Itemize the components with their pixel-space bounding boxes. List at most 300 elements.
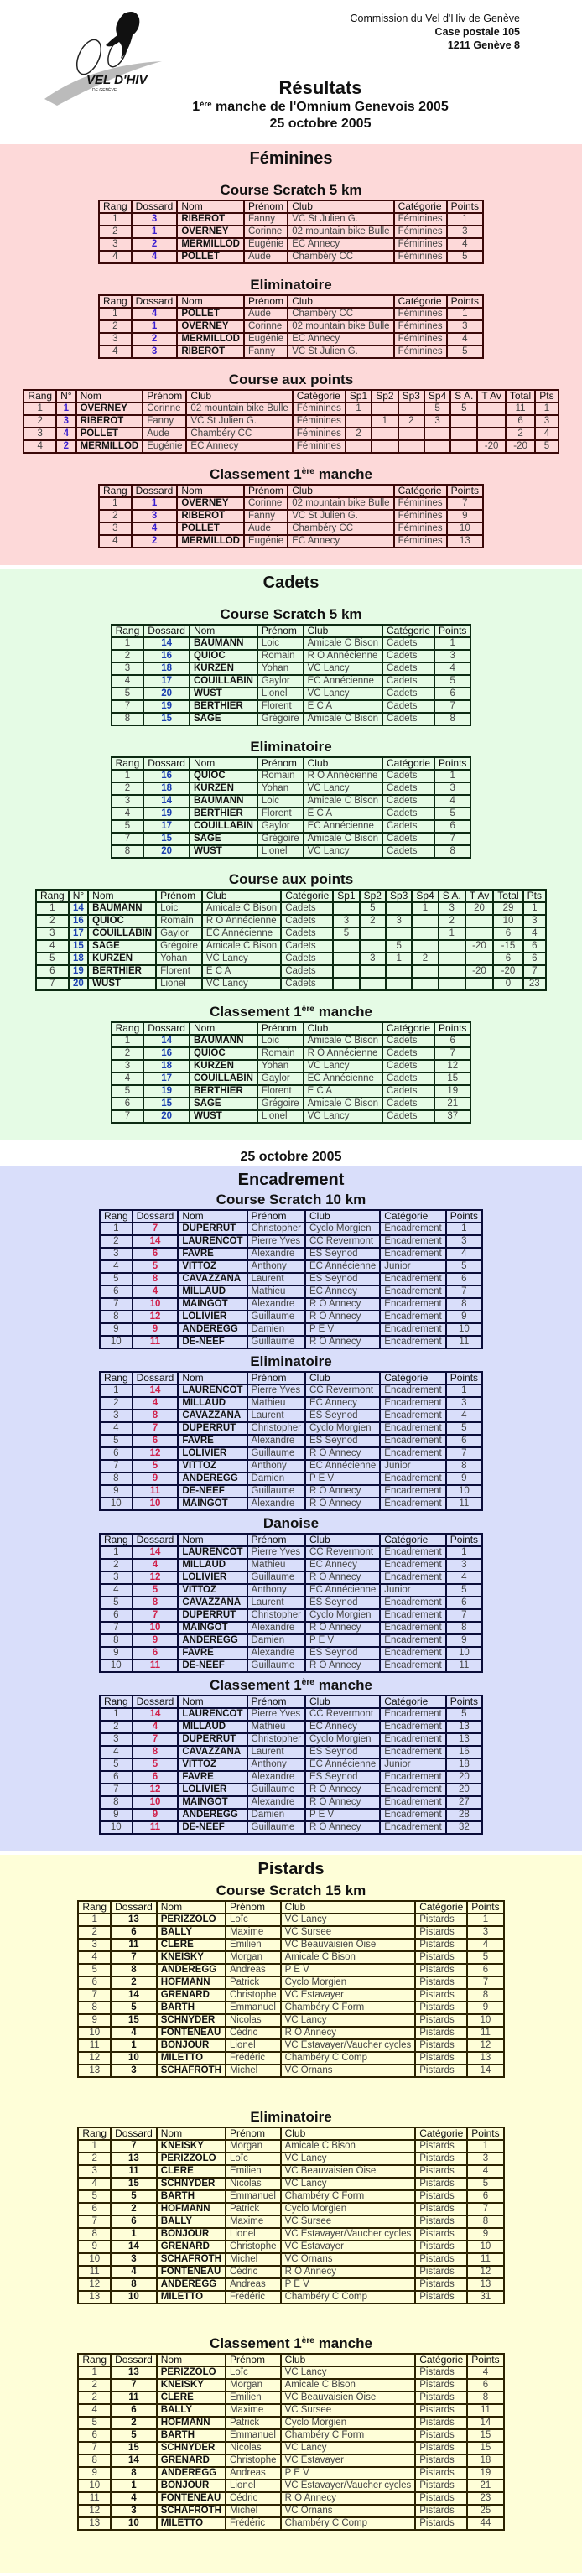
column-header: Club xyxy=(186,390,292,402)
bib-number-cell: 4 xyxy=(133,1721,179,1733)
category-cell: Pistards xyxy=(415,2002,467,2014)
last-name-cell: WUST xyxy=(190,1110,257,1123)
club-cell: VC St Julien G. xyxy=(288,345,393,358)
category-cell: Encadrement xyxy=(380,1609,445,1622)
category-cell: Féminines xyxy=(394,345,447,358)
points-cell: 13 xyxy=(446,1721,482,1733)
last-name-cell: PERIZZOLO xyxy=(157,2153,226,2165)
club-cell: R O Annecy xyxy=(305,1298,380,1311)
bib-number-cell: 14 xyxy=(133,1384,179,1397)
last-name-cell: FAVRE xyxy=(178,1771,247,1784)
points-cell: 12 xyxy=(467,2039,503,2052)
bib-number-cell: 14 xyxy=(143,1035,190,1047)
category-cell: Cadets xyxy=(382,1110,434,1123)
first-name-cell: Christophe xyxy=(226,2454,281,2467)
last-name-cell: RIBEROT xyxy=(76,415,143,428)
bib-number-cell: 2 xyxy=(111,1976,157,1989)
first-name-cell: Eugénie xyxy=(244,238,288,251)
points-cell xyxy=(477,402,506,415)
first-name-cell: Grégoire xyxy=(257,833,304,845)
points-cell: -20 xyxy=(477,440,506,453)
rank-cell: 1 xyxy=(78,1914,111,1926)
last-name-cell: ANDEREGG xyxy=(157,1964,226,1976)
table-row xyxy=(78,2417,503,2429)
first-name-cell: Laurent xyxy=(247,1273,305,1285)
bib-number-cell: 19 xyxy=(143,700,190,713)
column-header: Sp1 xyxy=(346,390,372,402)
table-row xyxy=(100,1622,482,1634)
section-date: 25 octobre 2005 xyxy=(240,1150,342,1164)
first-name-cell: Andreas xyxy=(226,2278,281,2291)
rank-cell: 10 xyxy=(78,2027,111,2039)
points-cell: 1 xyxy=(535,402,558,415)
first-name-cell: Lionel xyxy=(226,2480,281,2492)
column-header: Dossard xyxy=(111,2354,157,2366)
points-cell: 29 xyxy=(493,902,522,915)
bib-number-cell: 10 xyxy=(111,2517,157,2530)
first-name-cell: Loic xyxy=(156,902,202,915)
table-row xyxy=(112,700,471,713)
club-cell: R O Annecy xyxy=(305,1659,380,1672)
first-name-cell: Christopher xyxy=(247,1609,305,1622)
last-name-cell: GRENARD xyxy=(157,1989,226,2002)
rank-cell: 6 xyxy=(78,2429,111,2442)
column-header: Catégorie xyxy=(382,1022,434,1035)
bib-number-cell: 3 xyxy=(111,2505,157,2517)
section-encadrement xyxy=(0,1166,582,1852)
bib-number-cell: 19 xyxy=(143,1085,190,1098)
table-row xyxy=(100,1721,482,1733)
section-title: Encadrement xyxy=(237,1171,345,1189)
table-row xyxy=(100,1746,482,1758)
last-name-cell: FONTENEAU xyxy=(157,2492,226,2505)
category-cell: Cadets xyxy=(382,1085,434,1098)
category-cell: Pistards xyxy=(415,1951,467,1964)
table-row xyxy=(36,915,546,927)
club-cell: E C A xyxy=(304,1085,382,1098)
club-cell: Cyclo Morgien xyxy=(305,1422,380,1435)
race-title: Danoise xyxy=(262,1515,320,1531)
bib-number-cell: 15 xyxy=(111,2442,157,2454)
column-header: Prénom xyxy=(257,757,304,770)
club-cell: P E V xyxy=(281,2467,416,2480)
bib-number-cell: 8 xyxy=(111,2278,157,2291)
column-header: Points xyxy=(467,2354,503,2366)
category-cell: Encadrement xyxy=(380,1647,445,1659)
category-cell: Cadets xyxy=(382,808,434,820)
bib-number-cell: 20 xyxy=(143,845,190,858)
category-cell: Cadets xyxy=(382,688,434,700)
page-title: Résultats xyxy=(278,77,362,98)
results-content xyxy=(0,144,582,2573)
rank-cell: 2 xyxy=(100,1235,133,1248)
column-header: Prénom xyxy=(257,625,304,637)
first-name-cell: Loïc xyxy=(226,2366,281,2379)
table-row xyxy=(78,2442,503,2454)
first-name-cell: Mathieu xyxy=(247,1397,305,1410)
club-cell: EC Annecy xyxy=(305,1285,380,1298)
bib-number-cell: 4 xyxy=(56,428,75,440)
last-name-cell: POLLET xyxy=(177,522,244,535)
points-cell: 4 xyxy=(447,238,483,251)
category-cell: Cadets xyxy=(382,845,434,858)
category-cell: Pistards xyxy=(415,2064,467,2077)
rank-cell: 2 xyxy=(78,2392,111,2404)
category-cell: Cadets xyxy=(281,940,333,953)
category-cell: Pistards xyxy=(415,1989,467,2002)
rank-cell: 10 xyxy=(100,1821,133,1834)
column-header: Club xyxy=(305,1534,380,1546)
first-name-cell: Grégoire xyxy=(257,713,304,725)
rank-cell: 8 xyxy=(112,845,144,858)
points-cell: 31 xyxy=(467,2291,503,2303)
bib-number-cell: 12 xyxy=(133,1784,179,1796)
last-name-cell: WUST xyxy=(190,688,257,700)
bib-number-cell: 3 xyxy=(132,345,178,358)
table-row xyxy=(112,1035,471,1047)
table-row xyxy=(78,2404,503,2417)
column-header: Sp2 xyxy=(360,890,386,902)
club-cell: EC Annecy xyxy=(288,535,393,548)
column-header: Points xyxy=(446,1696,482,1708)
points-cell xyxy=(372,428,398,440)
category-cell: Junior xyxy=(380,1460,445,1472)
last-name-cell: DUPERRUT xyxy=(178,1733,247,1746)
rank-cell: 3 xyxy=(99,238,132,251)
category-cell: Pistards xyxy=(415,2366,467,2379)
first-name-cell: Andreas xyxy=(226,1964,281,1976)
club-cell: VC Beauvaisien Oise xyxy=(281,2392,416,2404)
rank-cell: 1 xyxy=(23,402,56,415)
table-row xyxy=(78,1964,503,1976)
last-name-cell: OVERNEY xyxy=(177,226,244,238)
rank-cell: 2 xyxy=(100,1559,133,1571)
category-cell: Encadrement xyxy=(380,1771,445,1784)
club-cell: VC St Julien G. xyxy=(186,415,292,428)
points-cell: 6 xyxy=(446,1435,482,1447)
column-header: Prénom xyxy=(226,2127,281,2140)
points-cell: 2 xyxy=(506,428,535,440)
results-table xyxy=(98,200,484,264)
first-name-cell: Lionel xyxy=(226,2228,281,2241)
rank-cell: 4 xyxy=(99,251,132,263)
first-name-cell: Morgan xyxy=(226,2379,281,2392)
bib-number-cell: 14 xyxy=(111,2454,157,2467)
column-header: Club xyxy=(304,757,382,770)
table-row xyxy=(112,1085,471,1098)
first-name-cell: Guillaume xyxy=(247,1485,305,1498)
column-header: Points xyxy=(447,485,483,497)
bib-number-cell: 15 xyxy=(111,2178,157,2190)
first-name-cell: Alexandre xyxy=(247,1435,305,1447)
column-header: Rang xyxy=(23,390,56,402)
first-name-cell: Alexandre xyxy=(247,1622,305,1634)
last-name-cell: QUIOC xyxy=(190,770,257,782)
last-name-cell: LOLIVIER xyxy=(178,1447,247,1460)
column-header: Club xyxy=(304,625,382,637)
club-cell: EC Annécienne xyxy=(304,1072,382,1085)
table-row xyxy=(100,1248,482,1260)
table-row xyxy=(100,1384,482,1397)
club-cell: P E V xyxy=(305,1323,380,1336)
bib-number-cell: 7 xyxy=(111,2140,157,2153)
results-table xyxy=(77,1900,504,2078)
bib-number-cell: 20 xyxy=(143,1110,190,1123)
first-name-cell: Anthony xyxy=(247,1758,305,1771)
rank-cell: 5 xyxy=(100,1435,133,1447)
bib-number-cell: 6 xyxy=(133,1647,179,1659)
points-cell: 4 xyxy=(467,1939,503,1951)
table-row xyxy=(100,1485,482,1498)
points-cell: 5 xyxy=(434,808,470,820)
bib-number-cell: 3 xyxy=(111,2064,157,2077)
bib-number-cell: 11 xyxy=(111,2165,157,2178)
table-header-row xyxy=(100,1372,482,1384)
bib-number-cell: 17 xyxy=(143,1072,190,1085)
bib-number-cell: 5 xyxy=(133,1584,179,1597)
table-header-row xyxy=(78,1901,503,1914)
table-row xyxy=(36,978,546,990)
race-title: Classement 1ère manche xyxy=(210,2335,372,2351)
club-cell: R O Annecy xyxy=(305,1821,380,1834)
rank-cell: 12 xyxy=(78,2052,111,2064)
first-name-cell: Christophe xyxy=(226,2241,281,2253)
last-name-cell: OVERNEY xyxy=(177,497,244,510)
column-header: Club xyxy=(288,200,393,213)
club-cell: VC Lancy xyxy=(202,978,281,990)
first-name-cell: Anthony xyxy=(247,1460,305,1472)
first-name-cell: Guillaume xyxy=(247,1571,305,1584)
table-row xyxy=(78,2178,503,2190)
rank-cell: 8 xyxy=(100,1472,133,1485)
bib-number-cell: 2 xyxy=(132,535,178,548)
bib-number-cell: 3 xyxy=(132,213,178,226)
points-cell: 10 xyxy=(467,2014,503,2027)
points-cell: -15 xyxy=(493,940,522,953)
rank-cell: 8 xyxy=(100,1634,133,1647)
table-row xyxy=(78,2002,503,2014)
column-header: Points xyxy=(446,1534,482,1546)
bib-number-cell: 14 xyxy=(111,1989,157,2002)
club-cell: R O Annécienne xyxy=(304,1047,382,1060)
points-cell: 1 xyxy=(412,902,438,915)
points-cell: 7 xyxy=(447,497,483,510)
category-cell: Féminines xyxy=(293,428,346,440)
club-cell: VC Estavayer xyxy=(281,2241,416,2253)
column-header: Rang xyxy=(100,1696,133,1708)
column-header: T Av xyxy=(465,890,494,902)
race-title: Eliminatoire xyxy=(250,277,332,293)
rank-cell: 2 xyxy=(100,1397,133,1410)
table-row xyxy=(99,251,483,263)
column-header: T Av xyxy=(477,390,506,402)
bib-number-cell: 1 xyxy=(132,497,178,510)
bib-number-cell: 14 xyxy=(69,902,88,915)
table-row xyxy=(100,1584,482,1597)
column-header: Points xyxy=(447,200,483,213)
bib-number-cell: 14 xyxy=(133,1235,179,1248)
points-cell: 32 xyxy=(446,1821,482,1834)
category-cell: Encadrement xyxy=(380,1410,445,1422)
last-name-cell: KURZEN xyxy=(190,1060,257,1072)
first-name-cell: Gaylor xyxy=(257,820,304,833)
last-name-cell: COUILLABIN xyxy=(190,1072,257,1085)
rank-cell: 12 xyxy=(78,2278,111,2291)
table-row xyxy=(99,213,483,226)
category-cell: Féminines xyxy=(394,535,447,548)
column-header: Rang xyxy=(99,485,132,497)
club-cell: VC Lancy xyxy=(304,782,382,795)
column-header: Dossard xyxy=(132,200,178,213)
bib-number-cell: 2 xyxy=(132,333,178,345)
rank-cell: 4 xyxy=(100,1422,133,1435)
last-name-cell: GRENARD xyxy=(157,2241,226,2253)
last-name-cell: BERTHIER xyxy=(88,965,156,978)
club-cell: Cyclo Morgien xyxy=(281,2203,416,2215)
club-cell: P E V xyxy=(281,1964,416,1976)
first-name-cell: Alexandre xyxy=(247,1771,305,1784)
table-row xyxy=(100,1422,482,1435)
bib-number-cell: 18 xyxy=(143,1060,190,1072)
first-name-cell: Nicolas xyxy=(226,2014,281,2027)
last-name-cell: BERTHIER xyxy=(190,1085,257,1098)
table-row xyxy=(78,2467,503,2480)
first-name-cell: Gaylor xyxy=(156,927,202,940)
first-name-cell: Emilien xyxy=(226,2165,281,2178)
bib-number-cell: 8 xyxy=(111,1964,157,1976)
bib-number-cell: 4 xyxy=(132,251,178,263)
column-header: Prénom xyxy=(247,1372,305,1384)
rank-cell: 1 xyxy=(99,308,132,320)
points-cell: 11 xyxy=(446,1659,482,1672)
column-header: Sp3 xyxy=(386,890,412,902)
points-cell: 1 xyxy=(434,770,470,782)
club-cell: ES Seynod xyxy=(305,1410,380,1422)
points-cell xyxy=(439,978,465,990)
club-cell: Chambéry CC xyxy=(288,522,393,535)
points-cell: 23 xyxy=(467,2492,503,2505)
category-cell: Féminines xyxy=(394,226,447,238)
points-cell: 7 xyxy=(446,1609,482,1622)
table-header-row xyxy=(36,890,546,902)
first-name-cell: Morgan xyxy=(226,2140,281,2153)
points-cell xyxy=(386,902,412,915)
table-row xyxy=(36,902,546,915)
points-cell: 6 xyxy=(467,2190,503,2203)
last-name-cell: VITTOZ xyxy=(178,1758,247,1771)
points-cell: 8 xyxy=(446,1460,482,1472)
column-header: Catégorie xyxy=(281,890,333,902)
category-cell: Pistards xyxy=(415,2241,467,2253)
last-name-cell: BAUMANN xyxy=(190,1035,257,1047)
last-name-cell: BONJOUR xyxy=(157,2228,226,2241)
column-header: Nom xyxy=(177,200,244,213)
bib-number-cell: 14 xyxy=(111,2241,157,2253)
bib-number-cell: 5 xyxy=(133,1460,179,1472)
club-cell: VC Ornans xyxy=(281,2253,416,2266)
rank-cell: 3 xyxy=(78,1939,111,1951)
category-cell: Féminines xyxy=(394,251,447,263)
category-cell: Pistards xyxy=(415,2253,467,2266)
rank-cell: 1 xyxy=(112,1035,144,1047)
last-name-cell: POLLET xyxy=(177,308,244,320)
points-cell xyxy=(386,927,412,940)
table-row xyxy=(78,1976,503,1989)
points-cell xyxy=(333,965,359,978)
rank-cell: 9 xyxy=(100,1485,133,1498)
points-cell: 4 xyxy=(434,662,470,675)
last-name-cell: FONTENEAU xyxy=(157,2027,226,2039)
club-cell: Amicale C Bison xyxy=(304,713,382,725)
club-cell: Cyclo Morgien xyxy=(281,2417,416,2429)
rank-cell: 2 xyxy=(78,2153,111,2165)
points-cell: 2 xyxy=(439,915,465,927)
first-name-cell: Pierre Yves xyxy=(247,1384,305,1397)
rank-cell: 7 xyxy=(36,978,69,990)
category-cell: Pistards xyxy=(415,2454,467,2467)
rank-cell: 8 xyxy=(78,2002,111,2014)
last-name-cell: CLERE xyxy=(157,1939,226,1951)
section-feminines xyxy=(0,144,582,565)
table-row xyxy=(78,2266,503,2278)
table-row xyxy=(78,2392,503,2404)
points-cell xyxy=(477,428,506,440)
points-cell: 4 xyxy=(446,1571,482,1584)
rank-cell: 5 xyxy=(100,1597,133,1609)
table-row xyxy=(99,226,483,238)
table-header-row xyxy=(99,295,483,308)
club-cell: VC Lancy xyxy=(281,2014,416,2027)
category-cell: Cadets xyxy=(382,795,434,808)
points-cell xyxy=(450,428,477,440)
rank-cell: 9 xyxy=(78,2241,111,2253)
club-cell: EC Annecy xyxy=(305,1721,380,1733)
table-row xyxy=(100,1311,482,1323)
last-name-cell: DUPERRUT xyxy=(178,1223,247,1235)
points-cell: 5 xyxy=(447,345,483,358)
club-cell: VC Estavayer/Vaucher cycles xyxy=(281,2480,416,2492)
last-name-cell: BAUMANN xyxy=(190,795,257,808)
table-header-row xyxy=(23,390,558,402)
points-cell: 7 xyxy=(434,1047,470,1060)
first-name-cell: Nicolas xyxy=(226,2442,281,2454)
first-name-cell: Maxime xyxy=(226,1926,281,1939)
last-name-cell: MILLAUD xyxy=(178,1285,247,1298)
column-header: Rang xyxy=(36,890,69,902)
first-name-cell: Florent xyxy=(257,808,304,820)
bib-number-cell: 16 xyxy=(143,1047,190,1060)
category-cell: Encadrement xyxy=(380,1597,445,1609)
club-cell: Chambéry C Comp xyxy=(281,2291,416,2303)
rank-cell: 3 xyxy=(100,1571,133,1584)
bib-number-cell: 12 xyxy=(133,1447,179,1460)
rank-cell: 3 xyxy=(78,2165,111,2178)
last-name-cell: OVERNEY xyxy=(177,320,244,333)
column-header: Prénom xyxy=(143,390,186,402)
first-name-cell: Damien xyxy=(247,1323,305,1336)
points-cell: 5 xyxy=(424,402,450,415)
club-cell: Cyclo Morgien xyxy=(305,1609,380,1622)
results-table xyxy=(111,756,472,859)
table-row xyxy=(100,1784,482,1796)
category-cell: Encadrement xyxy=(380,1821,445,1834)
last-name-cell: BALLY xyxy=(157,1926,226,1939)
bib-number-cell: 11 xyxy=(133,1659,179,1672)
points-cell xyxy=(412,940,438,953)
club-cell: R O Annecy xyxy=(281,2027,416,2039)
last-name-cell: DE-NEEF xyxy=(178,1821,247,1834)
table-row xyxy=(100,1559,482,1571)
